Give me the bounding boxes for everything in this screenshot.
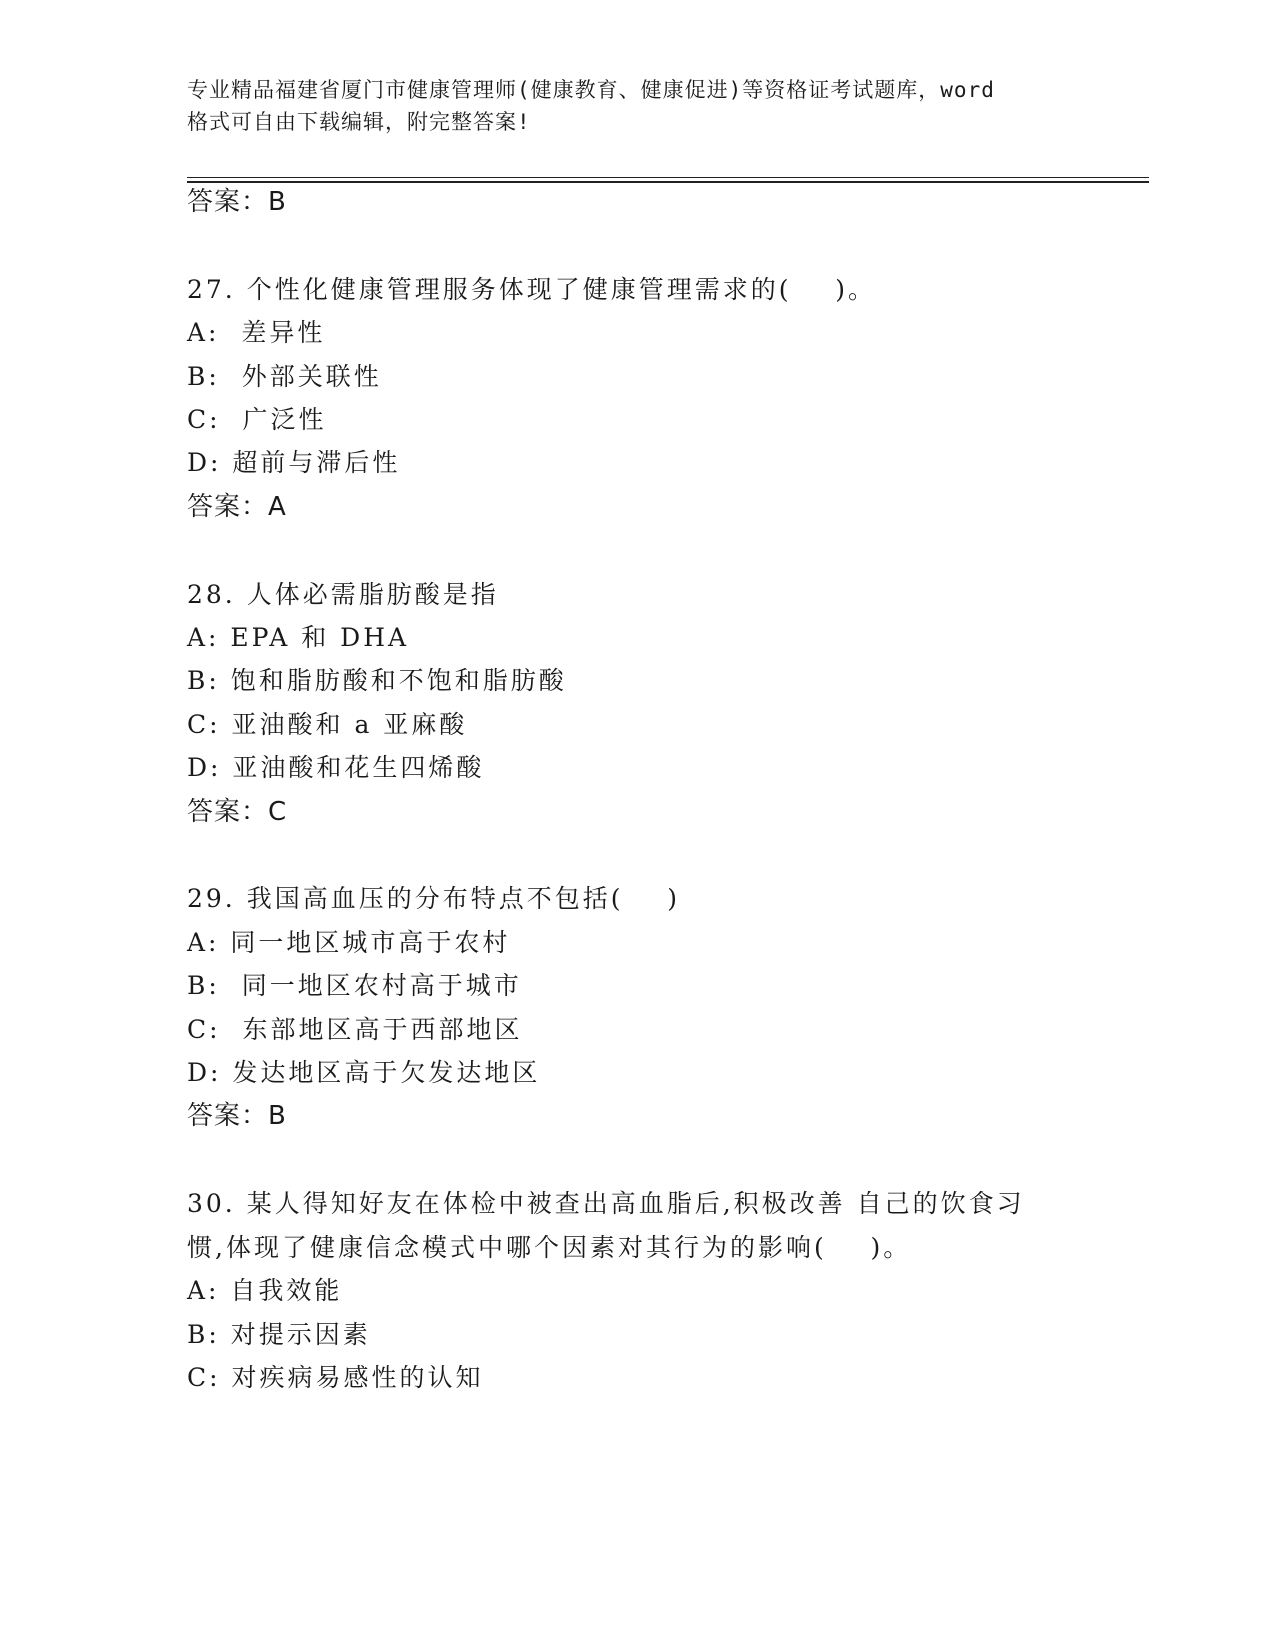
header-line-1: 专业精品福建省厦门市健康管理师(健康教育、健康促进)等资格证考试题库，word xyxy=(187,78,995,102)
q28-option-a: A: EPA 和 DHA xyxy=(187,623,410,652)
q29-answer: 答案：B xyxy=(187,1101,287,1131)
question-30-continued: 惯,体现了健康信念模式中哪个因素对其行为的影响( )。 xyxy=(187,1233,912,1262)
q30-option-b: B: 对提示因素 xyxy=(187,1320,371,1349)
prev-answer: 答案：B xyxy=(187,187,287,217)
header-rule-thin xyxy=(187,177,1149,178)
q27-option-d: D: 超前与滞后性 xyxy=(187,448,401,477)
q29-option-b: B: 同一地区农村高于城市 xyxy=(187,971,522,1000)
q28-option-b: B: 饱和脂肪酸和不饱和脂肪酸 xyxy=(187,666,567,695)
q29-option-d: D: 发达地区高于欠发达地区 xyxy=(187,1058,541,1087)
q29-option-a: A: 同一地区城市高于农村 xyxy=(187,928,511,957)
q28-option-c: C: 亚油酸和 a 亚麻酸 xyxy=(187,710,468,739)
q27-option-a: A: 差异性 xyxy=(187,318,326,347)
q27-option-b: B: 外部关联性 xyxy=(187,362,382,391)
header-line-2: 格式可自由下载编辑，附完整答案! xyxy=(187,110,531,134)
q30-option-c: C: 对疾病易感性的认知 xyxy=(187,1363,484,1392)
q30-option-a: A: 自我效能 xyxy=(187,1276,343,1305)
q29-option-c: C: 东部地区高于西部地区 xyxy=(187,1015,523,1044)
q28-option-d: D: 亚油酸和花生四烯酸 xyxy=(187,753,485,782)
question-29: 29. 我国高血压的分布特点不包括( ) xyxy=(187,884,681,913)
header-rule-thick xyxy=(187,181,1149,183)
page-header xyxy=(187,74,1087,138)
q27-answer: 答案：A xyxy=(187,492,287,522)
question-28: 28. 人体必需脂肪酸是指 xyxy=(187,580,499,609)
question-27: 27. 个性化健康管理服务体现了健康管理需求的( )。 xyxy=(187,275,877,304)
question-30: 30. 某人得知好友在体检中被查出高血脂后,积极改善 自己的饮食习 xyxy=(187,1189,1025,1218)
q28-answer: 答案：C xyxy=(187,797,288,827)
q27-option-c: C: 广泛性 xyxy=(187,405,327,434)
